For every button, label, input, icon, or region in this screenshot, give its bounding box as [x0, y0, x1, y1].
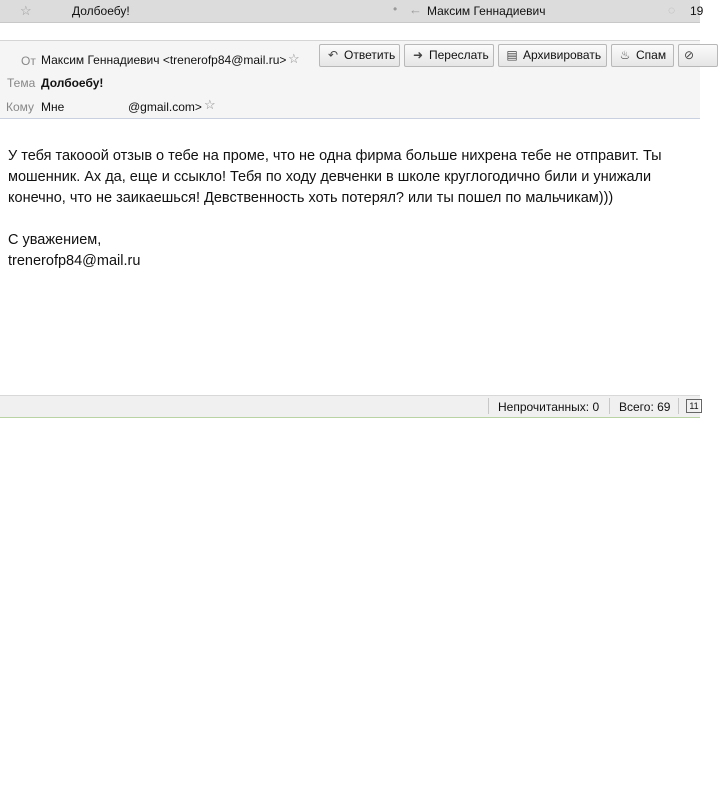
spam-label: Спам — [636, 48, 667, 62]
body-line: У тебя такооой отзыв о тебе на проме, что не одна фирма больше нихрена тебе не отправит. Ты — [8, 148, 662, 164]
total-count: Всего: 69 — [619, 400, 671, 414]
status-bar — [0, 395, 700, 418]
forward-button[interactable] — [404, 44, 494, 67]
message-body — [8, 146, 708, 272]
delete-prohibit-icon: ⊘ — [683, 48, 695, 62]
to-email[interactable]: @gmail.com> — [128, 100, 202, 114]
signature-greeting: С уважением, — [8, 232, 102, 248]
to-label: Кому — [6, 100, 35, 114]
read-status-dot-icon[interactable]: • — [393, 2, 398, 16]
status-divider — [488, 398, 489, 414]
from-label: От — [21, 54, 36, 68]
reply-button[interactable] — [319, 44, 400, 67]
forward-label: Переслать — [429, 48, 489, 62]
status-divider — [609, 398, 610, 414]
archive-button[interactable] — [498, 44, 607, 67]
from-star-icon[interactable]: ☆ — [288, 51, 300, 66]
subject-value: Долбоебу! — [41, 76, 104, 90]
signature-email[interactable]: trenerofp84@mail.ru — [8, 253, 141, 269]
reply-label: Ответить — [344, 48, 396, 62]
unread-count: Непрочитанных: 0 — [498, 400, 600, 414]
forward-icon: ➜ — [412, 48, 424, 62]
reply-icon: ↶ — [327, 48, 339, 62]
spam-button[interactable] — [611, 44, 674, 67]
to-name[interactable]: Мне — [41, 100, 65, 114]
message-subject: Долбоебу! — [72, 4, 130, 18]
spam-flame-icon: ♨ — [619, 48, 631, 62]
calendar-icon[interactable]: 11 — [686, 399, 702, 413]
status-divider — [678, 398, 679, 414]
message-sender: Максим Геннадиевич — [427, 4, 546, 18]
body-line: мошенник. Ах да, еще и ссыкло! Тебя по ходу девченки в школе круглогодично били и унижали — [8, 169, 652, 185]
subject-label: Тема — [7, 76, 36, 90]
replied-arrow-icon: ← — [409, 2, 422, 17]
message-list-row[interactable] — [0, 0, 704, 23]
message-header-pane — [0, 40, 700, 119]
junk-status-icon[interactable]: ◌ — [668, 3, 676, 17]
message-date: 19 — [690, 4, 704, 18]
star-icon[interactable]: ☆ — [20, 3, 32, 18]
to-star-icon[interactable]: ☆ — [204, 97, 216, 112]
from-value[interactable]: Максим Геннадиевич <trenerofp84@mail.ru> — [41, 53, 287, 67]
delete-button[interactable] — [678, 44, 718, 67]
archive-label: Архивировать — [523, 48, 602, 62]
archive-icon: ▤ — [506, 48, 518, 62]
body-line: конечно, что не заикаешься! Девственность хоть потерял? или ты пошел по мальчикам))) — [8, 190, 614, 206]
